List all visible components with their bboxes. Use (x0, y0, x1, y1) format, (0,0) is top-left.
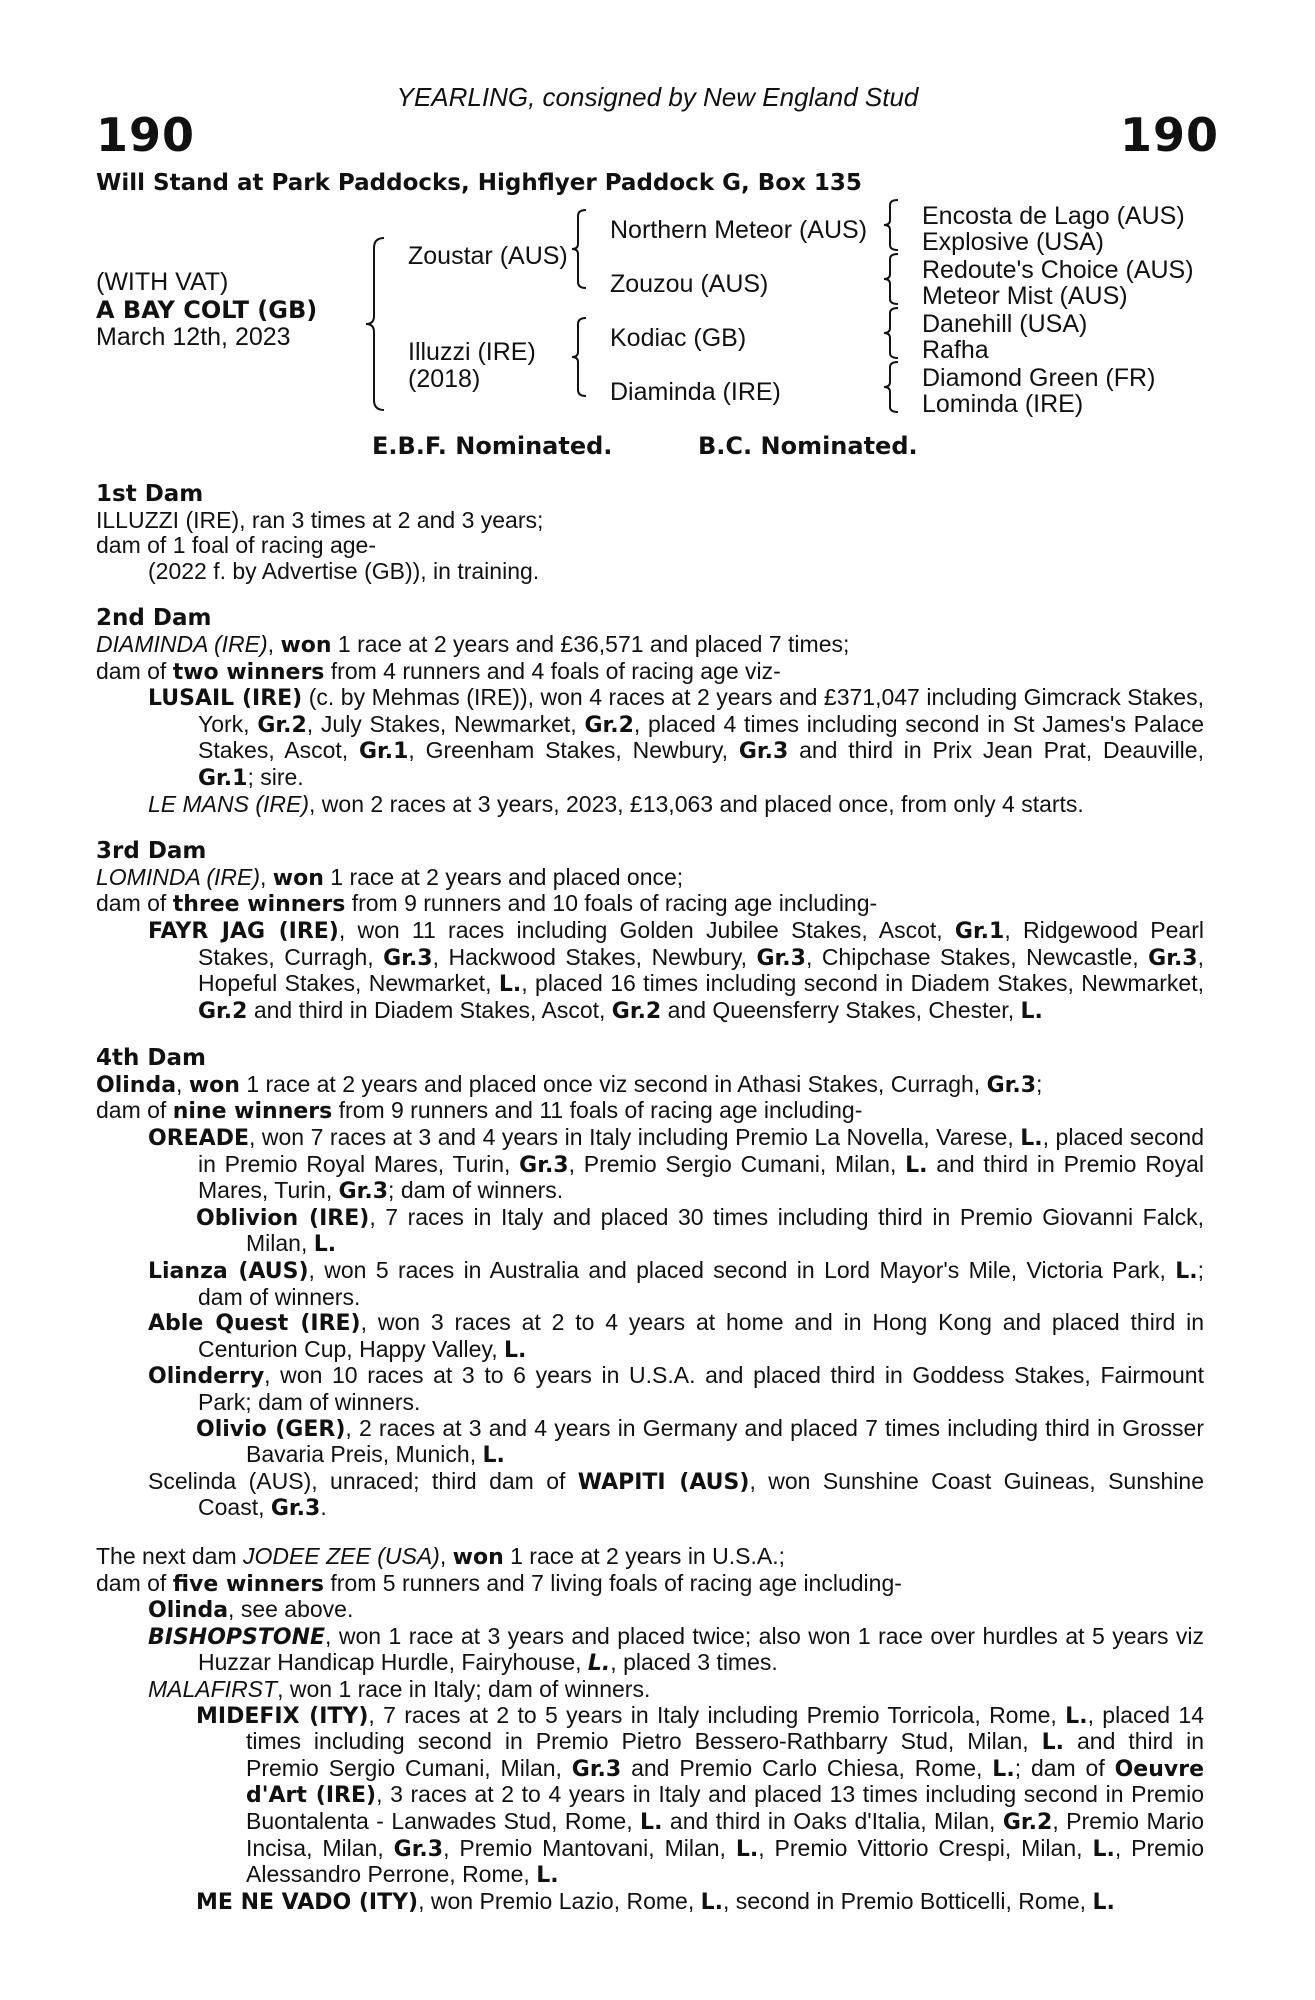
pedigree-brace-sire (568, 208, 590, 290)
vat-note: (WITH VAT) (96, 268, 229, 296)
pedigree-dam-year: (2018) (408, 365, 481, 393)
third-dam-heading: 3rd Dam (96, 838, 207, 865)
pedigree-g7: Diamond Green (FR) (922, 364, 1156, 392)
third-dam-produce-line: dam of three winners from 9 runners and 10 foals of racing age including- (96, 890, 878, 918)
catalogue-body (96, 482, 1204, 1915)
pedigree-g3: Redoute's Choice (AUS) (922, 256, 1194, 284)
pedigree-sire-dam: Zouzou (AUS) (610, 270, 769, 298)
second-dam-heading: 2nd Dam (96, 605, 212, 632)
olinderry-entry: Olinderry, won 10 races at 3 to 6 years in U.S.A. and placed third in Goddess Stakes, Fairmount Park; dam of winners. (148, 1362, 1204, 1415)
pedigree-dam-name: Illuzzi (IRE) (408, 338, 536, 366)
stand-location: Will Stand at Park Paddocks, Highflyer Paddock G, Box 135 (96, 170, 862, 196)
pedigree-dam-sire: Kodiac (GB) (610, 324, 747, 352)
fayr-jag-entry: FAYR JAG (IRE), won 11 races including Golden Jubilee Stakes, Ascot, Gr.1, Ridgewood Pearl Stakes, Curragh, Gr.3, Hackwood Stakes, Newbury, Gr.3, Chipchase Stakes, Newcastle, Gr.3, Hopeful Stakes, Newmarket, L., placed 16 times including second in Diadem Stakes, Newmarket, Gr.2 and third in Diadem Stakes, Ascot, Gr.2 and Queensferry Stakes, Chester, L. (148, 916, 1205, 1024)
first-dam-produce-line: dam of 1 foal of racing age- (96, 532, 376, 559)
pedigree-dam-dam: Diaminda (IRE) (610, 378, 781, 406)
pedigree-sire-sire: Northern Meteor (AUS) (610, 216, 868, 244)
pedigree-brace-g4 (880, 360, 902, 414)
first-dam-heading: 1st Dam (96, 481, 204, 507)
fourth-dam-line: Olinda, won 1 race at 2 years and placed once viz second in Athasi Stakes, Curragh, Gr.3; (96, 1070, 1043, 1098)
midefix-entry: MIDEFIX (ITY), 7 races at 2 to 5 years in Italy including Premio Torricola, Rome, L., placed 14 times including second in Premio Pietro Bessero-Rathbarry Stud, Milan, L. and third in Premio Sergio Cumani, Milan, Gr.3 and Premio Carlo Chiesa, Rome, L.; dam of Oeuvre d'Art (IRE), 3 races at 2 to 4 years in Italy and placed 13 times including second in Premio Buontalenta - Lanwades Stud, Rome, L. and third in Oaks d'Italia, Milan, Gr.2, Premio Mario Incisa, Milan, Gr.3, Premio Mantovani, Milan, L., Premio Vittorio Crespi, Milan, L., Premio Alessandro Perrone, Rome, L. (196, 1701, 1205, 1889)
olinda-entry: Olinda, see above. (148, 1596, 354, 1624)
next-dam-produce-line: dam of five winners from 5 runners and 7 living foals of racing age including- (96, 1569, 902, 1597)
next-dam-line: The next dam JODEE ZEE (USA), won 1 race at 2 years in U.S.A.; (96, 1542, 785, 1570)
fourth-dam-produce-line: dam of nine winners from 9 runners and 11 foals of racing age including- (96, 1097, 863, 1125)
pedigree-brace-g1 (880, 198, 902, 252)
pedigree-brace-g3 (880, 306, 902, 360)
oblivion-entry: Oblivion (IRE), 7 races in Italy and placed 30 times including third in Premio Giovanni Falck, Milan, L. (196, 1203, 1204, 1258)
ebf-nomination: E.B.F. Nominated. (372, 432, 613, 460)
oreade-entry: OREADE, won 7 races at 3 and 4 years in Italy including Premio La Novella, Varese, L., placed second in Premio Royal Mares, Turin, Gr.3, Premio Sergio Cumani, Milan, L. and third in Premio Royal Mares, Turin, Gr.3; dam of winners. (148, 1124, 1204, 1205)
fourth-dam-heading: 4th Dam (96, 1045, 206, 1072)
pedigree-g2: Explosive (USA) (922, 228, 1104, 256)
pedigree-brace-dam (568, 316, 590, 398)
second-dam-line: DIAMINDA (IRE), won 1 race at 2 years and £36,571 and placed 7 times; (96, 630, 850, 658)
lusail-entry: LUSAIL (IRE) (c. by Mehmas (IRE)), won 4 races at 2 years and £371,047 including Gimcrack Stakes, York, Gr.2, July Stakes, Newmarket, Gr.2, placed 4 times including second in St James's Palace Stakes, Ascot, Gr.1, Greenham Stakes, Newbury, Gr.3 and third in Prix Jean Prat, Deauville, Gr.1; sire. (148, 684, 1205, 791)
olivio-entry: Olivio (GER), 2 races at 3 and 4 years in Germany and placed 7 times including third in Grosser Bavaria Preis, Munich, L. (196, 1414, 1204, 1469)
pedigree-g5: Danehill (USA) (922, 310, 1088, 338)
malafirst-entry: MALAFIRST, won 1 race in Italy; dam of winners. (148, 1675, 651, 1702)
me-ne-vado-entry: ME NE VADO (ITY), won Premio Lazio, Rome, L., second in Premio Botticelli, Rome, L. (196, 1887, 1115, 1915)
second-dam-produce-line: dam of two winners from 4 runners and 4 foals of racing age viz- (96, 657, 781, 685)
third-dam-line: LOMINDA (IRE), won 1 race at 2 years and placed once; (96, 863, 684, 891)
pedigree-g4: Meteor Mist (AUS) (922, 282, 1128, 310)
pedigree-g1: Encosta de Lago (AUS) (922, 202, 1185, 230)
bishopstone-entry: BISHOPSTONE, won 1 race at 3 years and placed twice; also won 1 race over hurdles at 5 years viz Huzzar Handicap Hurdle, Fairyhouse, L., placed 3 times. (148, 1622, 1204, 1677)
le-mans-entry: LE MANS (IRE), won 2 races at 3 years, 2023, £13,063 and placed once, from only 4 starts. (148, 790, 1084, 817)
pedigree-g6: Rafha (922, 336, 989, 364)
foaling-date: March 12th, 2023 (96, 323, 291, 351)
lot-number-left: 190 (96, 108, 196, 162)
lianza-entry: Lianza (AUS), won 5 races in Australia and placed second in Lord Mayor's Mile, Victoria Park, L.; dam of winners. (148, 1257, 1204, 1310)
pedigree-brace-main (360, 236, 390, 412)
pedigree-g8: Lominda (IRE) (922, 390, 1084, 418)
pedigree-brace-g2 (880, 252, 902, 306)
scelinda-entry: Scelinda (AUS), unraced; third dam of WAPITI (AUS), won Sunshine Coast Guineas, Sunshine Coast, Gr.3. (148, 1467, 1204, 1522)
able-quest-entry: Able Quest (IRE), won 3 races at 2 to 4 years at home and in Hong Kong and placed third in Centurion Cup, Happy Valley, L. (148, 1309, 1205, 1363)
bc-nomination: B.C. Nominated. (698, 432, 918, 460)
pedigree-sire: Zoustar (AUS) (408, 242, 568, 270)
horse-name: A BAY COLT (GB) (96, 296, 318, 324)
first-dam-foal: (2022 f. by Advertise (GB)), in training. (148, 557, 540, 584)
consignment-line: YEARLING, consigned by New England Stud (396, 82, 919, 112)
first-dam-line: ILLUZZI (IRE), ran 3 times at 2 and 3 years; (96, 506, 544, 533)
lot-number-right: 190 (1119, 108, 1219, 162)
